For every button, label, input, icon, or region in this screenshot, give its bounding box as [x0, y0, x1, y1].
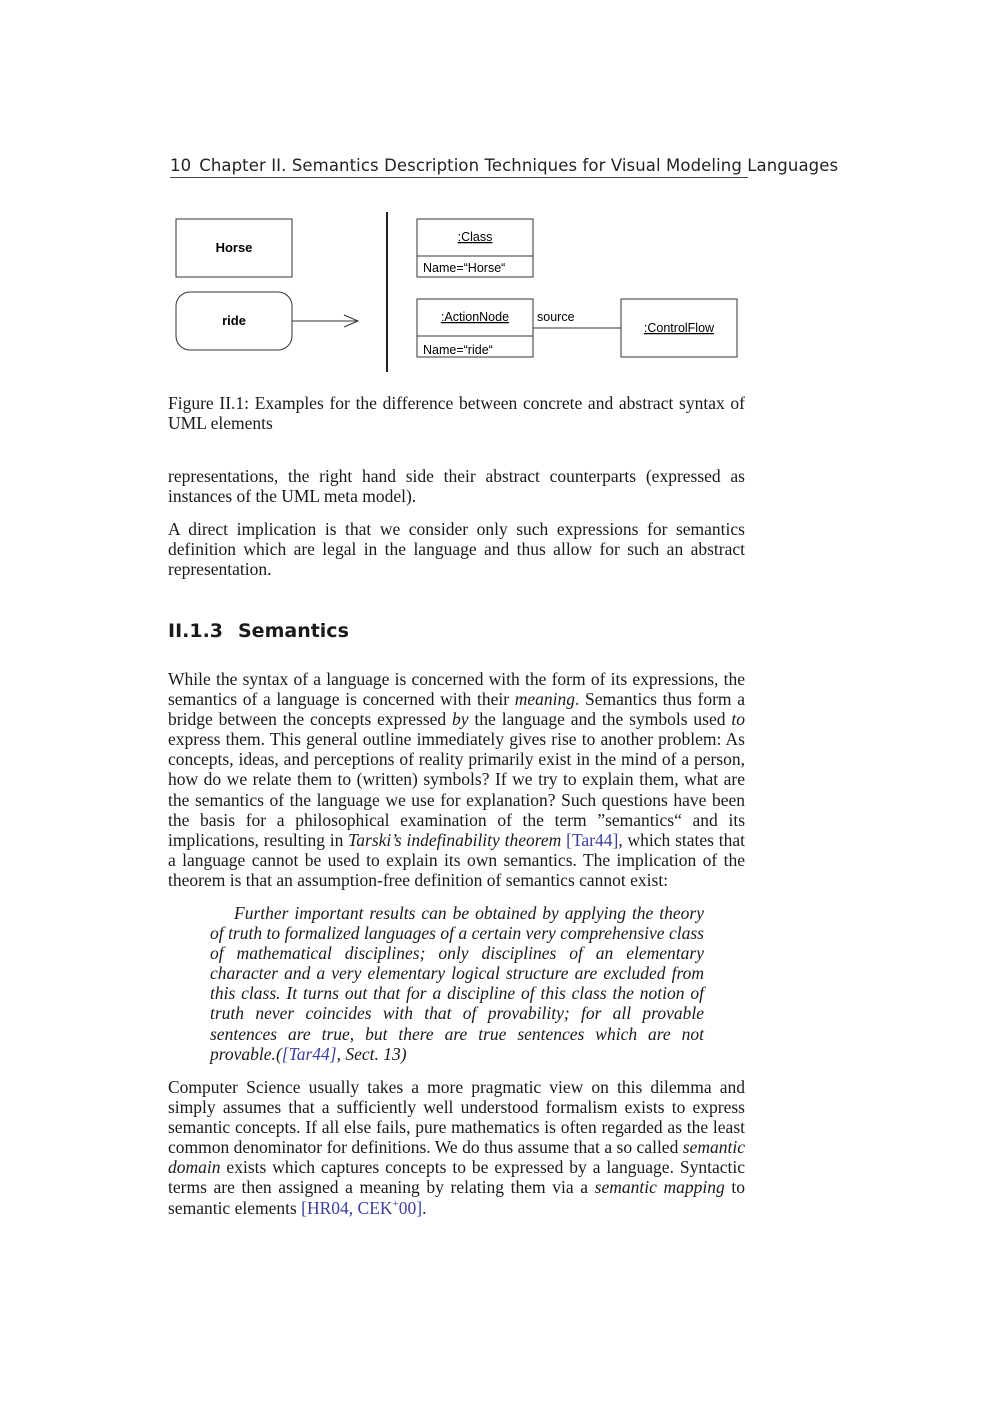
running-title: Chapter II. Semantics Description Techniques for Visual Modeling Languages: [199, 156, 839, 175]
text-run: exists which captures concepts to be expressed by a language. Syntactic terms are then assigned a meaning by relating them via a: [168, 1157, 745, 1198]
quote-paren: (: [275, 1043, 282, 1064]
citation-superscript: +: [392, 1197, 399, 1210]
source-link-label: source: [537, 310, 575, 324]
citation-link-cek00[interactable]: [358, 1198, 417, 1218]
section-heading: [168, 620, 349, 642]
text-run: the language and the symbols used: [468, 709, 732, 730]
citation-link-tar44[interactable]: [Tar44]: [566, 829, 619, 850]
section-number: II.1.3: [168, 620, 224, 642]
running-header: [170, 156, 839, 178]
citation-bracket: ]: [416, 1197, 423, 1218]
citation-text: 00: [398, 1197, 417, 1218]
citation-text: CEK: [357, 1197, 393, 1218]
section-title: Semantics: [238, 620, 349, 642]
citation-link-hr04[interactable]: HR04: [306, 1197, 349, 1218]
quote-text: Further important results can be obtained by applying the theory of truth to formalized languages of a certain very comprehensive class of mathematical disciplines; only disciplines of an elementary character and a very elementary logical structure are excluded from this class. It turns out that for a discipline of this class the notion of truth never coincides with that of provability; for all provable sentences are true, but there are true sentences which are not provable.: [210, 903, 704, 1064]
emphasis-to: to: [731, 709, 745, 730]
text-run: , which states that a language cannot be used to explain its own semantics. The implication of the theorem is that an assumption-free definition of semantics cannot exist:: [168, 829, 746, 890]
class-object-attribute: Name=“Horse“: [423, 261, 506, 275]
uml-diagram: [168, 208, 758, 378]
block-quote-tarski: [210, 903, 704, 1064]
text-run: Computer Science usually takes a more pragmatic view on this dilemma and simply assumes that a sufficiently well understood formalism exists to express semantic concepts. If all else fails, pure mathematics is often regarded as the least common denominator for definitions. We do thus assume that a so called: [168, 1077, 745, 1158]
emphasis-semantic-mapping: semantic mapping: [594, 1177, 725, 1198]
text-run: . Semantics thus form a bridge between the concepts expressed: [168, 689, 745, 730]
controlflow-object-name: :ControlFlow: [643, 321, 715, 335]
actionnode-object-name: :ActionNode: [440, 310, 510, 324]
emphasis-by: by: [452, 709, 469, 730]
paragraph-direct-implication: A direct implication is that we consider only such expressions for semantics definition which are legal in the language and thus allow for such an abstract representation.: [168, 519, 745, 580]
citation-separator: ,: [348, 1197, 358, 1218]
page-number: 10: [170, 156, 192, 175]
paragraph-representations: representations, the right hand side their abstract counterparts (expressed as instances of the UML meta model).: [168, 466, 745, 507]
citation-bracket: [: [301, 1197, 307, 1218]
text-run: to semantic elements: [168, 1177, 745, 1218]
ride-action-label: ride: [222, 313, 246, 328]
quote-source: , Sect. 13): [336, 1043, 407, 1064]
emphasis-theorem: Tarski’s indefinability theorem: [348, 829, 562, 850]
emphasis-meaning: meaning: [514, 689, 575, 710]
citation-link-tar44-quote[interactable]: [Tar44]: [281, 1043, 337, 1064]
class-object-name: :Class: [457, 230, 493, 244]
horse-class-label: Horse: [215, 240, 253, 255]
text-run: While the syntax of a language is concerned with the form of its expressions, the semantics of a language is concerned with their: [168, 669, 745, 710]
emphasis-semantic-domain: semantic domain: [168, 1137, 745, 1178]
paragraph-computer-science: [168, 1077, 745, 1218]
actionnode-object-attribute: Name=“ride“: [423, 343, 493, 357]
text-run: .: [422, 1197, 427, 1218]
text-run: express them. This general outline immediately gives rise to another problem: As concepts, ideas, and perceptions of reality primarily exist in the mind of a person, how do we relate them to (written) symbols? If we try to explain them, what are the semantics of the language we use for explanation? Such questions have been the basis for a philosophical examination of the term ”semantics“ and its implications, resulting in: [168, 729, 745, 850]
paragraph-semantics-intro: [168, 669, 745, 890]
figure-caption: Figure II.1: Examples for the difference between concrete and abstract syntax of UML elements: [168, 393, 745, 433]
figure-uml-syntax: [168, 208, 758, 378]
